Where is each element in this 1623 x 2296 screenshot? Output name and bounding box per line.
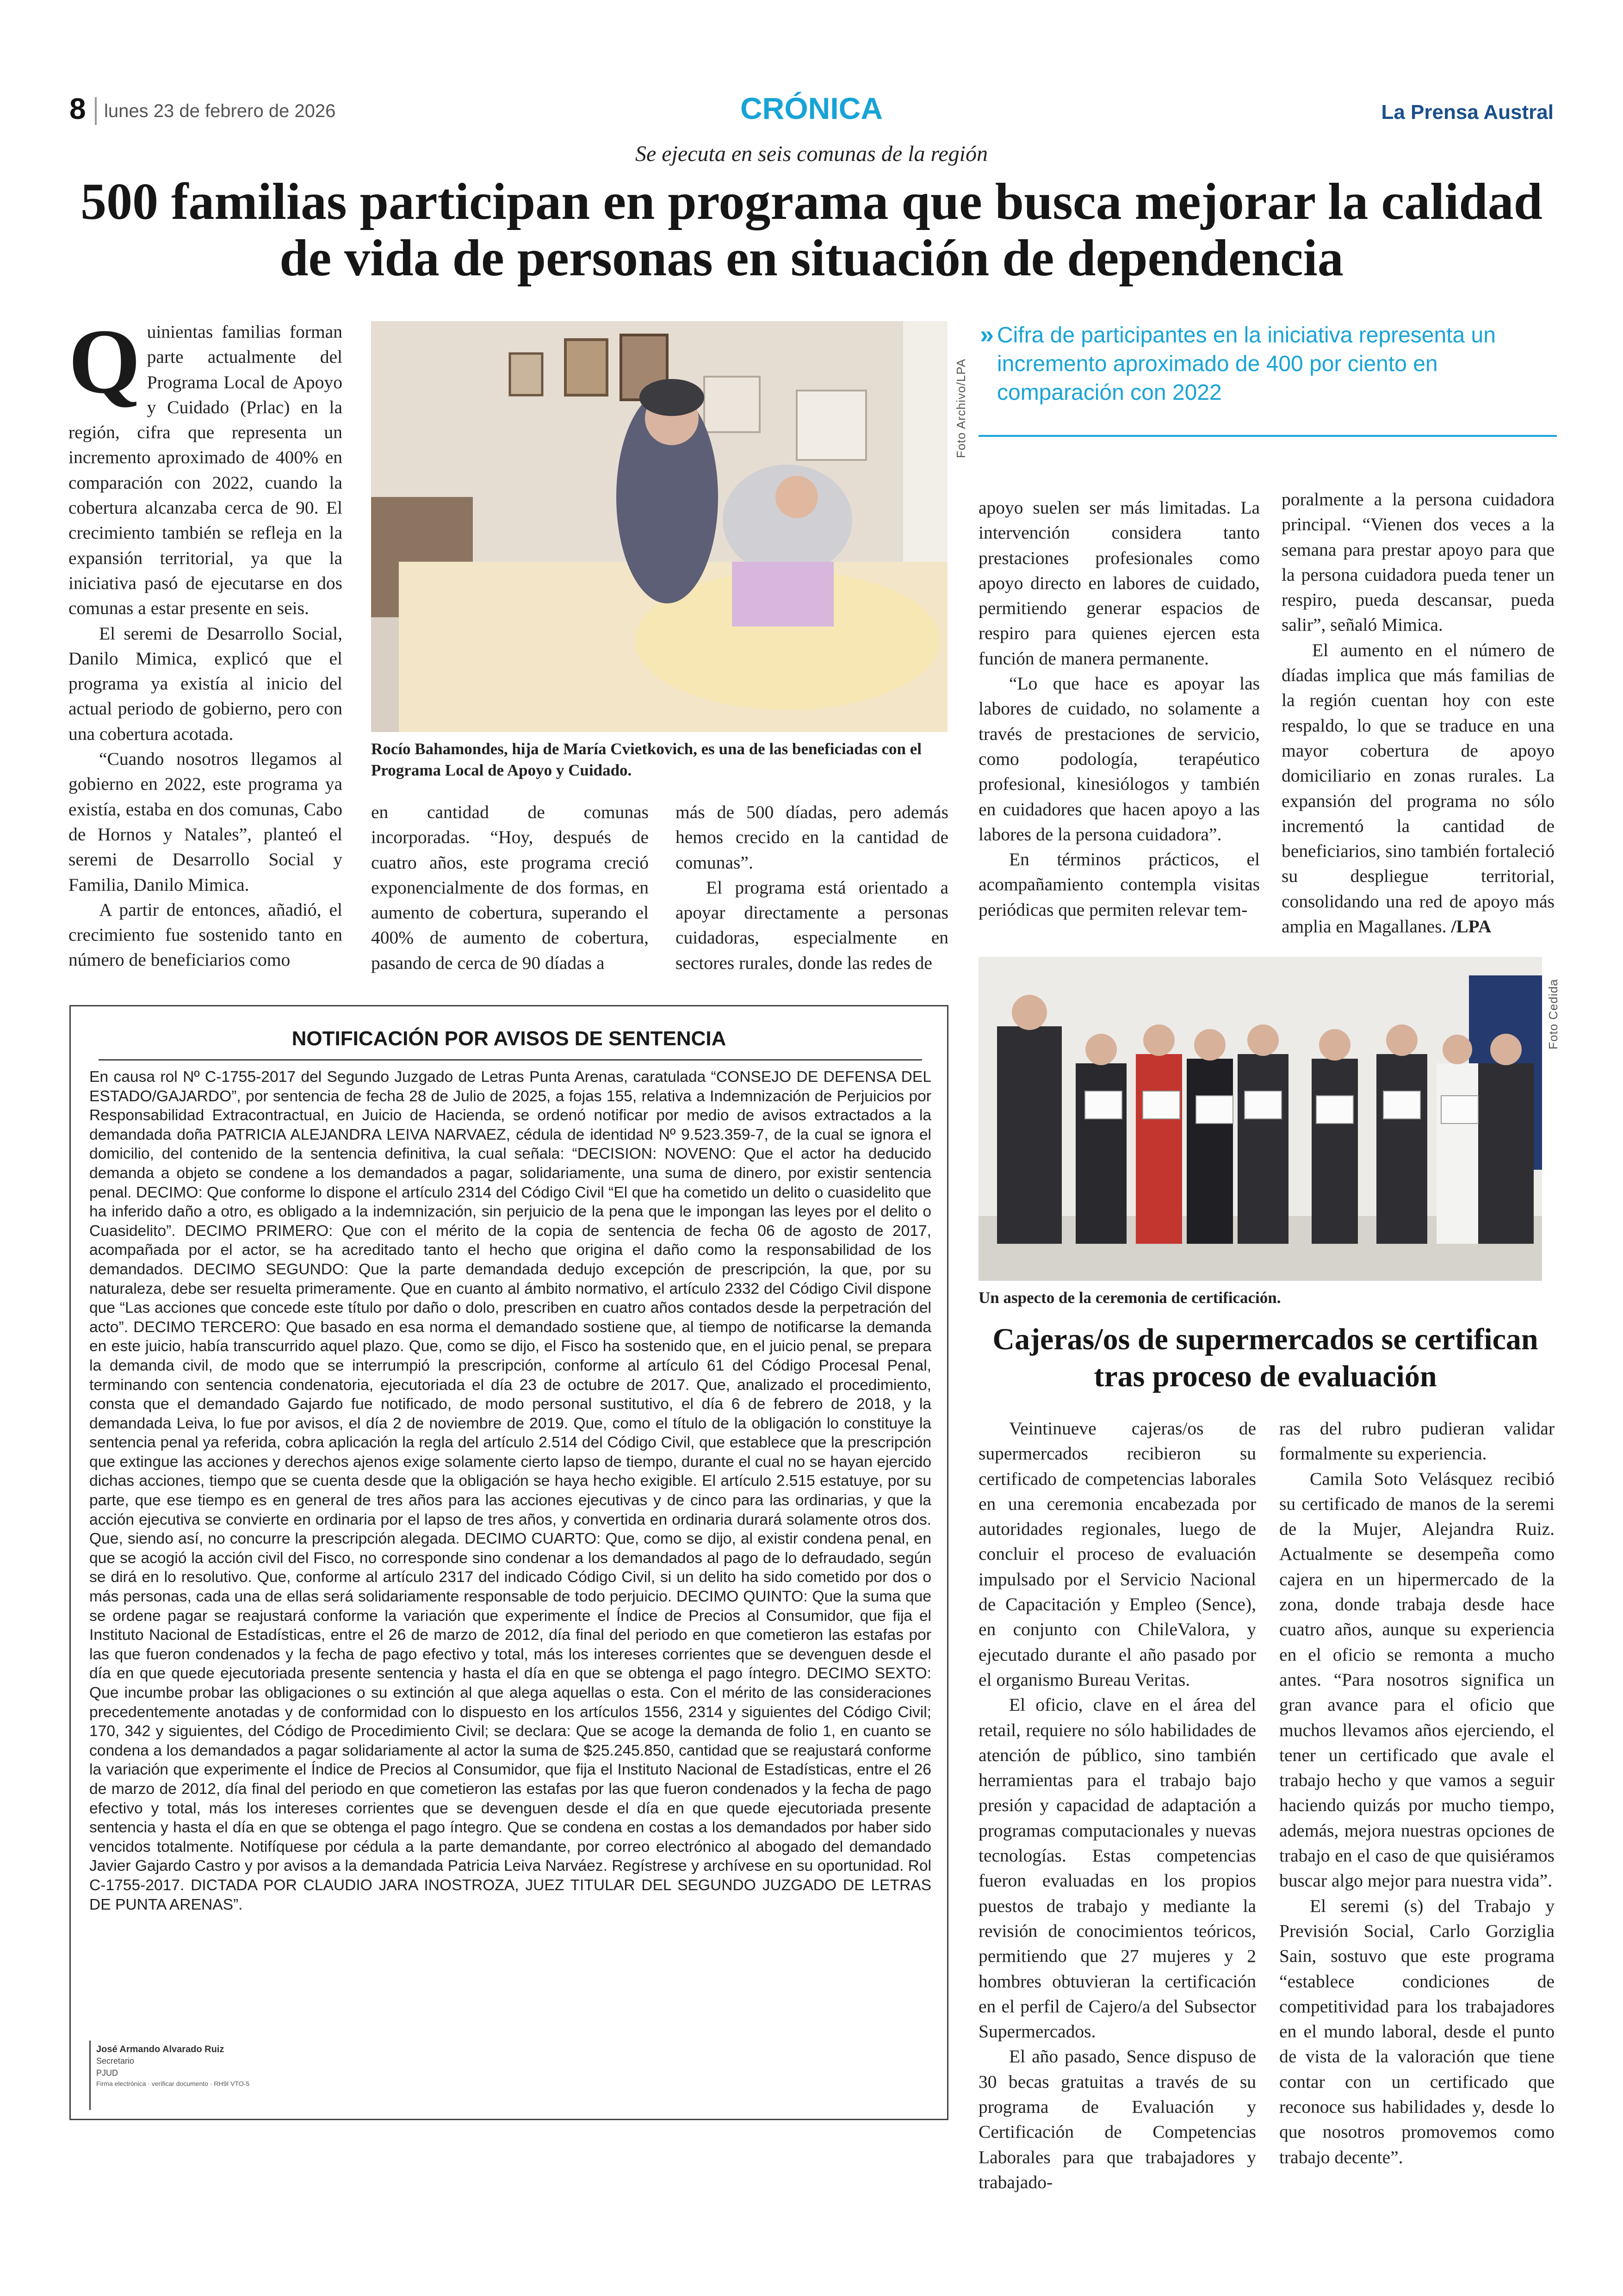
story-column-5 <box>1282 487 1555 987</box>
photo-caption: Rocío Bahamondes, hija de María Cvietkovich, es una de las beneficiadas con el Programa Local de Apoyo y Cuidado. <box>371 740 922 779</box>
story-column-6 <box>979 1416 1256 2203</box>
story-paragraph: Veintinueve cajeras/os de supermercados recibieron su certificado de competencias laborales en una ceremonia encabezada por autoridades regionales, luego de concluir el proceso de evaluación impulsado por el Servicio Nacional de Capacitación y Empleo (Sence), en conjunto con ChileValora, y ejecutado durante el año pasado por el organismo Bureau Veritas. <box>979 1418 1256 1690</box>
story-kicker: Se ejecuta en seis comunas de la región <box>635 142 988 166</box>
story-paragraph: en cantidad de comunas incorporadas. “Hoy, después de cuatro años, este programa creció exponencialmente de dos formas, en aumento de cobertura, superando el 400% de aumento de cobertura, pasando de cerca de 90 díadas a <box>371 802 649 973</box>
story-column-4 <box>979 495 1260 986</box>
drop-cap: Q <box>68 319 141 413</box>
pull-quote: Cifra de participantes en la iniciativa representa un incremento aproximado de 400 por ciento en comparación con 2022 <box>997 323 1496 405</box>
signature-role: Secretario <box>96 2056 135 2066</box>
story-paragraph: El seremi (s) del Trabajo y Previsión Social, Carlo Gorziglia Sain, sostuvo que este programa “establece condiciones de competitividad para los trabajadores en el mundo laboral, desde el punto de vista de la valoración que tiene contar con un certificado que reconoce sus habilidades y, desde lo que nosotros promovemos como trabajo decente”. <box>1279 1895 1555 2167</box>
ceremony-photo <box>979 957 1542 1281</box>
header-divider <box>95 97 97 125</box>
story-paragraph: A partir de entonces, añadió, el crecimiento fue sostenido tanto en número de beneficiarios como <box>68 899 342 970</box>
photo-credit: Foto Cedida <box>1546 979 1560 1049</box>
beneficiary-photo <box>371 321 948 732</box>
story-signoff: /LPA <box>1451 916 1492 937</box>
story-headline: 500 familias participan en programa que busca mejorar la calidad de vida de personas en situación de dependencia <box>81 173 1542 287</box>
story-paragraph: El seremi de Desarrollo Social, Danilo Mimica, explicó que el programa ya existía al inicio del actual periodo de gobierno, pero con una cobertura acotada. <box>68 623 342 744</box>
section-title: CRÓNICA <box>740 91 883 125</box>
legal-notice-signature <box>89 2041 285 2110</box>
story-paragraph: Camila Soto Velásquez recibió su certificado de manos de la seremi de la Mujer, Alejandra Ruiz. Actualmente se desempeña como cajera en un hipermercado de la zona, donde trabaja desde hace cuatro años, aunque su experiencia en el oficio se remonta a mucho antes. “Para nosotros significa un gran avance para el oficio que muchos llevamos años ejerciendo, el tener un certificado que avale el trabajo hecho y que vamos a seguir haciendo quizás por mucho tiempo, además, mejora nuestras opciones de trabajo en el caso de que quisiéramos buscar algo mejor para nuestra vida”. <box>1279 1468 1555 1891</box>
signature-code: PJUD <box>96 2068 118 2078</box>
page-number: 8 <box>69 92 86 125</box>
photo-credit: Foto Archivo/LPA <box>954 359 968 458</box>
legal-notice-rule <box>99 1059 922 1061</box>
newspaper-brand: La Prensa Austral <box>1381 101 1554 124</box>
legal-notice-box <box>69 1005 948 2120</box>
signature-name: José Armando Alvarado Ruiz <box>96 2044 224 2054</box>
signature-note: Firma electrónica · verificar documento · RH9I VTO-5 <box>96 2080 250 2087</box>
story-paragraph: poralmente a la persona cuidadora principal. “Vienen dos veces a la semana para prestar apoyo para que la persona cuidadora pueda tener un respiro, pueda descansar, pueda salir”, señaló Mimica. <box>1282 489 1555 635</box>
quote-chevron-icon: » <box>980 321 994 348</box>
story-paragraph: más de 500 díadas, pero además hemos crecido en la cantidad de comunas”. <box>675 802 948 873</box>
story-paragraph: “Cuando nosotros llegamos al gobierno en 2022, este programa ya existía, estaba en dos comunas, Cabo de Hornos y Natales”, planteó el seremi de Desarrollo Social y Familia, Danilo Mimica. <box>68 749 342 895</box>
story-paragraph: apoyo suelen ser más limitadas. La intervención considera tanto prestaciones profesionales como apoyo directo en labores de cuidado, permitiendo generar espacios de respiro para quienes ejercen esta función de manera permanente. <box>979 497 1260 669</box>
photo-caption: Un aspecto de la ceremonia de certificación. <box>979 1289 1281 1307</box>
story-column-2 <box>371 800 649 985</box>
story-paragraph: Quinientas familias forman parte actualmente del Programa Local de Apoyo y Cuidado (Prlac) en la región, cifra que representa un incremento aproximado de 400% en comparación con 2022, cuando la cobertura alcanzaba cerca de 90. El crecimiento también se refleja en la expansión territorial, ya que la iniciativa pasó de ejecutarse en dos comunas a estar presente en seis. <box>68 319 342 619</box>
story-paragraph: El año pasado, Sence dispuso de 30 becas gratuitas a través de su programa de Evaluación y Certificación de Competencias Laborales para que trabajadores y trabajado- <box>979 2046 1256 2192</box>
story-headline: Cajeras/os de supermercados se certifican tras proceso de evaluación <box>992 1322 1538 1393</box>
story-column-1 <box>68 319 342 986</box>
pull-quote-rule <box>979 435 1557 437</box>
legal-notice-title: NOTIFICACIÓN POR AVISOS DE SENTENCIA <box>291 1027 726 1050</box>
photo-illustration <box>371 321 948 732</box>
story-paragraph: El oficio, clave en el área del retail, requiere no sólo habilidades de atención de público, sino también herramientas para el trabajo bajo presión y capacidad de adaptación a programas computacionales y nuevas tecnologías. Estas competencias fueron evaluadas en los propios puestos de trabajo y mediante la revisión de conocimientos teóricos, permitiendo que 27 mujeres y 2 hombres obtuvieran la certificación en el perfil de Cajero/a del Subsector Supermercados. <box>979 1694 1256 2042</box>
legal-notice-body: En causa rol Nº C-1755-2017 del Segundo Juzgado de Letras Punta Arenas, caratulada “CONSEJO DE DEFENSA DEL ESTADO/GAJARDO”, por sentencia de fecha 28 de Julio de 2025, a fojas 155, relativa a Indemnización de Perjuicios por Responsabilidad Extracontractual, en Juicio de Hacienda, se ordenó notificar por medio de avisos extractados a la demandada doña PATRICIA ALEJANDRA LEIVA NARVAEZ, cédula de identidad Nº 9.523.359-7, de la cual se ignora el domicilio, del contenido de la sentencia definitiva, la cual señala: “DECISION: NOVENO: Que el actor ha deducido demanda a objeto se condene a los demandados a pagar, solidariamente, una suma de dinero, por existir sentencia penal. DECIMO: Que conforme lo dispone el artículo 2314 del Código Civil “El que ha cometido un delito o cuasidelito que ha inferido daño a otro, es obligado a la indemnización, sin perjuicio de la pena que le impongan las leyes por el delito o Cuasidelito”. DECIMO PRIMERO: Que con el mérito de la copia de sentencia de fecha 06 de agosto de 2017, acompañada por el actor, se ha acreditado tanto el hecho que origina el daño como la responsabilidad de los demandados. DECIMO SEGUNDO: Que la parte demandada dedujo excepción de prescripción, la que, por su naturaleza, debe ser resuelta primeramente. Que en cuanto al ámbito normativo, el artículo 2332 del Código Civil dispone que “Las acciones que concede este título por daño o dolo, prescriben en cuatro años contados desde la perpetración del acto”. DECIMO TERCERO: Que basado en esa norma el demandado sostiene que, al tiempo de notificarse la demanda en este juicio, había transcurrido aquel plazo. Que, como se dijo, el Fisco ha sostenido que, en el juicio penal, se prepara la demanda civil, de modo que se interrumpió la prescripción, conforme al artículo 61 del Código Procesal Penal, terminando con sentencia condenatoria, ejecutoriada el día 23 de octubre de 2017. Que, analizado el procedimiento, consta que el demandado Gajardo fue notificado, de modo personal sustitutivo, el día 6 de febrero de 2018, y la demandada Leiva, lo fue por avisos, el día 2 de noviembre de 2019. Que, como el título de la obligación lo constituye la sentencia penal ya referida, cobra aplicación la regla del artículo 2.514 del Código Civil, que establece que la prescripción que extingue las acciones y derechos ajenos exige solamente cierto lapso de tiempo, durante el cual no se hayan ejercido dichas acciones, tiempo que se cuenta desde que la obligación se haya hecho exigible. El artículo 2.515 estatuye, por su parte, que ese tiempo es en general de tres años para las acciones ejecutivas y de cinco para las ordinarias, y que la acción ejecutiva se convierte en ordinaria por el lapso de tres años, y convertida en ordinaria durará solamente otros dos. Que, siendo así, no concurre la prescripción alegada. DECIMO CUARTO: Que, como se dijo, al existir condena penal, en que se acogió la acción civil del Fisco, no corresponde sino condenar a los demandados al pago de lo defraudado, según se dirá en lo resolutivo. Que, conforme al artículo 2317 del indicado Código Civil, si un delito ha sido cometido por dos o más personas, cada una de ellas será solidariamente responsable de todo perjuicio. DECIMO QUINTO: Que la suma que se ordene pagar se reajustará conforme la variación que experimente el Índice de Precios al Consumidor, que fija el Instituto Nacional de Estadísticas, entre el 26 de marzo de 2012, día final del periodo en que cometieron las estafas por las que fueron condenados y la fecha de pago efectivo y total, más los intereses corrientes que se devenguen desde el día en que quede ejecutoriada presente sentencia y hasta el día en que se obtenga el pago íntegro. DECIMO SEXTO: Que incumbe probar las obligaciones o su extinción al que alega aquellas o esta. Con el mérito de las consideraciones precedentemente anotadas y de conformidad con lo dispuesto en los artículos 1556, 2314 y siguientes del Código Civil; 170, 342 y siguientes, del Código de Procedimiento Civil; se declara: Que se acoge la demanda de folio 1, en cuanto se condena a los demandados a pagar solidariamente al actor la suma de $25.245.850, cantidad que se reajustará conforme la variación que experimente el Índice de Precios al Consumidor, que fija el Instituto Nacional de Estadísticas, entre el 26 de marzo de 2012, día final del periodo en que cometieron las estafas por las que fueron condenados y la fecha de pago efectivo y total, más los intereses corrientes que se devenguen desde el día en que quede ejecutoriada presente sentencia y hasta el día en que se obtenga el pago íntegro. Que se condena en costas a los demandados por haber sido vencidos totalmente. Notifíquese por cédula a la parte demandante, por correo electrónico al abogado del demandado Javier Gajardo Castro y por avisos a la demandada Patricia Leiva Narváez. Regístrese y archívese en su oportunidad. Rol C-1755-2017. DICTADA POR CLAUDIO JARA INOSTROZA, JUEZ TITULAR DEL SEGUNDO JUZGADO DE LETRAS DE PUNTA ARENAS”. <box>89 1068 931 1913</box>
issue-date: lunes 23 de febrero de 2026 <box>104 101 336 121</box>
story-column-7 <box>1279 1416 1555 2203</box>
story-paragraph: “Lo que hace es apoyar las labores de cuidado, no solamente a través de prestaciones de servicio, como podología, terapéutico profesional, kinesiólogos y también en cuidadores que hacen apoyo a las labores de la persona cuidadora”. <box>979 673 1260 844</box>
story-paragraph: El programa está orientado a apoyar directamente a personas cuidadoras, especialmente en sectores rurales, donde las redes de <box>675 877 948 973</box>
story-paragraph: En términos prácticos, el acompañamiento contempla visitas periódicas que permiten relevar tem- <box>979 849 1260 920</box>
story-paragraph: ras del rubro pudieran validar formalmente su experiencia. <box>1279 1418 1555 1464</box>
story-paragraph: El aumento en el número de díadas implica que más familias de la región cuentan hoy con este respaldo, lo que se traduce en una mayor cobertura de apoyo domiciliario en zonas rurales. La expansión del programa no sólo incrementó la cantidad de beneficiarios, sino también fortaleció su despliegue territorial, consolidando una red de apoyo más amplia en Magallanes. /LPA <box>1282 639 1555 937</box>
photo-illustration <box>979 957 1542 1281</box>
story-column-3 <box>675 800 948 985</box>
